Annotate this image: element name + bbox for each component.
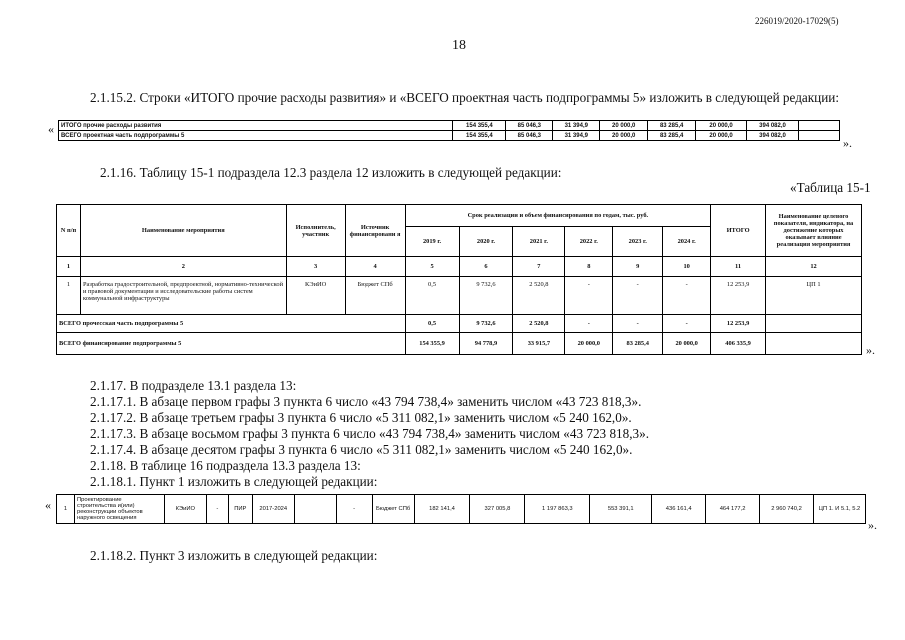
row-label: ВСЕГО проектная часть подпрограммы 5	[59, 131, 453, 141]
cell: 85 046,3	[506, 131, 553, 141]
cell	[799, 131, 840, 141]
cell: -	[663, 315, 711, 333]
cell: -	[336, 495, 372, 524]
cell: -	[613, 277, 663, 315]
cell: -	[565, 315, 613, 333]
paragraph: 2.1.17.2. В абзаце третьем графы 3 пункта 6 число «5 311 082,1» заменить числом «5 240 162,0».	[90, 410, 632, 425]
table-row	[59, 131, 840, 141]
paragraph: 2.1.18. В таблице 16 подраздела 13.3 раздела 13:	[90, 458, 361, 473]
cell: 394 082,0	[747, 131, 799, 141]
cell: 154 355,9	[405, 333, 459, 355]
cell	[799, 121, 840, 131]
table-row	[57, 495, 866, 524]
cell: 12 253,9	[711, 277, 766, 315]
cell: -	[565, 277, 613, 315]
cell: ЦП 1. И 5.1, 5.2	[813, 495, 865, 524]
cell: 1 197 863,3	[525, 495, 590, 524]
cell: 83 285,4	[613, 333, 663, 355]
header-indicator: Наименование целевого показателя, индикатора, на достижение которых оказывает влияние реализация мероприятия	[766, 205, 862, 257]
cell: 20 000,0	[565, 333, 613, 355]
cell: Бюджет СПб	[372, 495, 414, 524]
cell: 2 520,8	[513, 315, 565, 333]
totals-table	[58, 120, 840, 141]
row-label: ИТОГО прочие расходы развития	[59, 121, 453, 131]
header-executor: Исполнитель, участник	[286, 205, 345, 257]
close-quote: ».	[866, 343, 875, 357]
col-number: 9	[613, 257, 663, 277]
cell: 0,5	[405, 315, 459, 333]
column-number-row	[57, 257, 862, 277]
paragraph-2-1-15-2: 2.1.15.2. Строки «ИТОГО прочие расходы развития» и «ВСЕГО проектная часть подпрограммы 5» изложить в следующей редакции:	[90, 90, 839, 105]
cell: 20 000,0	[696, 131, 747, 141]
paragraph-2-1-16: 2.1.16. Таблицу 15-1 подраздела 12.3 раздела 12 изложить в следующей редакции:	[100, 165, 562, 180]
year-header: 2022 г.	[565, 227, 613, 257]
cell: 2017-2024	[252, 495, 294, 524]
paragraph: 2.1.17.3. В абзаце восьмом графы 3 пункта 6 число «43 794 738,4» заменить числом «43 723 818,3».	[90, 426, 650, 441]
paragraph: 2.1.17.1. В абзаце первом графы 3 пункта 6 число «43 794 738,4» заменить числом «43 723 818,3».	[90, 394, 642, 409]
table-16-row	[56, 494, 866, 524]
cell: 33 915,7	[513, 333, 565, 355]
cell: -	[613, 315, 663, 333]
activity-name: Разработка градостроительной, предпроектной, нормативно-технической и правовой документации и исследовательские работы систем коммунальной инфраструктуры	[80, 277, 286, 315]
close-quote: ».	[843, 136, 852, 150]
col-number: 5	[405, 257, 459, 277]
col-number: 2	[80, 257, 286, 277]
table-row	[59, 121, 840, 131]
cell: КЭиИО	[164, 495, 206, 524]
row-label: ВСЕГО прочесская часть подпрограммы 5	[57, 315, 406, 333]
year-header: 2024 г.	[663, 227, 711, 257]
cell: 85 046,3	[506, 121, 553, 131]
cell: -	[663, 277, 711, 315]
cell: 394 082,0	[747, 121, 799, 131]
cell: 9 732,6	[459, 277, 513, 315]
cell: 2 520,8	[513, 277, 565, 315]
table-row	[57, 333, 862, 355]
paragraph: 2.1.18.1. Пункт 1 изложить в следующей редакции:	[90, 474, 378, 489]
cell	[766, 333, 862, 355]
cell: 154 355,4	[453, 121, 506, 131]
cell: 20 000,0	[663, 333, 711, 355]
header-num: N п/п	[57, 205, 81, 257]
cell: 436 161,4	[652, 495, 706, 524]
cell: 20 000,0	[600, 131, 648, 141]
cell: 31 394,9	[553, 131, 600, 141]
cell: 327 005,8	[470, 495, 525, 524]
cell	[766, 315, 862, 333]
paragraph: 2.1.17. В подразделе 13.1 раздела 13:	[90, 378, 297, 393]
cell: 83 285,4	[648, 131, 696, 141]
table-caption: «Таблица 15-1	[790, 180, 871, 195]
cell: Проектирование строительства и(или) реконструкции объектов наружного освещения	[74, 495, 164, 524]
cell: 182 141,4	[414, 495, 470, 524]
row-label: ВСЕГО финансирование подпрограммы 5	[57, 333, 406, 355]
table-row	[57, 315, 862, 333]
header-total: ИТОГО	[711, 205, 766, 257]
cell: ЦП 1	[766, 277, 862, 315]
col-number: 4	[345, 257, 405, 277]
document-number: 226019/2020-17029(5)	[755, 16, 839, 26]
cell: 464 177,2	[706, 495, 760, 524]
col-number: 3	[286, 257, 345, 277]
col-number: 1	[57, 257, 81, 277]
paragraph-2-1-18-2: 2.1.18.2. Пункт 3 изложить в следующей редакции:	[90, 548, 378, 563]
col-number: 10	[663, 257, 711, 277]
year-header: 2019 г.	[405, 227, 459, 257]
cell: 20 000,0	[696, 121, 747, 131]
executor: КЭиИО	[286, 277, 345, 315]
cell: 0,5	[405, 277, 459, 315]
header-source: Источник финансировани я	[345, 205, 405, 257]
row-num: 1	[57, 277, 81, 315]
year-header: 2020 г.	[459, 227, 513, 257]
col-number: 7	[513, 257, 565, 277]
open-quote: «	[48, 122, 54, 136]
table-row	[57, 277, 862, 315]
source: Бюджет СПб	[345, 277, 405, 315]
cell: ПИР	[228, 495, 252, 524]
cell: 1	[57, 495, 75, 524]
col-number: 8	[565, 257, 613, 277]
col-number: 11	[711, 257, 766, 277]
year-header: 2021 г.	[513, 227, 565, 257]
col-number: 6	[459, 257, 513, 277]
col-number: 12	[766, 257, 862, 277]
cell	[294, 495, 336, 524]
cell: 83 285,4	[648, 121, 696, 131]
page-number: 18	[452, 38, 466, 53]
cell: 20 000,0	[600, 121, 648, 131]
paragraph: 2.1.17.4. В абзаце десятом графы 3 пункта 6 число «5 311 082,1» заменить числом «5 240 162,0».	[90, 442, 633, 457]
cell: 12 253,9	[711, 315, 766, 333]
close-quote: ».	[868, 518, 877, 532]
cell: 94 778,9	[459, 333, 513, 355]
cell: 154 355,4	[453, 131, 506, 141]
cell: 31 394,9	[553, 121, 600, 131]
table-15-1	[56, 204, 862, 355]
header-period: Срок реализации и объем финансирования по годам, тыс. руб.	[405, 205, 711, 227]
cell: -	[206, 495, 228, 524]
cell: 9 732,6	[459, 315, 513, 333]
cell: 553 391,1	[590, 495, 652, 524]
header-name: Наименование мероприятия	[80, 205, 286, 257]
open-quote: «	[45, 498, 51, 512]
cell: 2 960 740,2	[760, 495, 814, 524]
cell: 406 335,9	[711, 333, 766, 355]
year-header: 2023 г.	[613, 227, 663, 257]
